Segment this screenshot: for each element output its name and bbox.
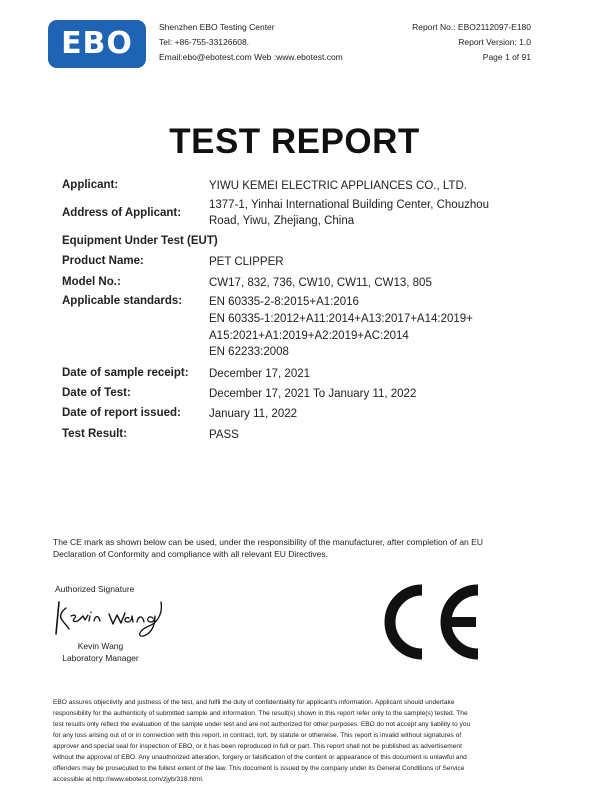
ce-note-line-2: Declaration of Conformity and compliance with all relevant EU Directives. [53,549,328,559]
company-name: Shenzhen EBO Testing Center [159,22,275,32]
disclaimer-line: for any loss arising out of or in connection with this report, in contract, tort, by statute or otherwise. This report is invalid without signatures of [53,732,462,739]
handwritten-signature [53,594,168,640]
address-line-2: Road, Yiwu, Zhejiang, China [209,215,355,227]
disclaimer-line: without the approval of EBO. Any unauthorized alteration, forgery or falsification of the content or appearance of this document is unlawful and [53,754,467,761]
disclaimer-line: offenders may be prosecuted to the fullest extent of the law. This document is issued by the company under its General Conditions of Service [53,765,465,772]
test-date-value: December 17, 2021 To January 11, 2022 [209,388,417,400]
address-label: Address of Applicant: [62,207,182,219]
product-label: Product Name: [62,255,144,267]
page-number: Page 1 of 91 [482,52,531,62]
ebo-logo: EBO [48,20,146,68]
eut-label: Equipment Under Test (EUT) [62,235,218,247]
model-label: Model No.: [62,276,121,288]
issued-value: January 11, 2022 [209,408,298,420]
standard-item: EN 62233:2008 [209,346,289,358]
ce-note-line-1: The CE mark as shown below can be used, under the responsibility of the manufacturer, after completion of an EU [53,537,483,547]
issued-label: Date of report issued: [62,407,181,419]
receipt-value: December 17, 2021 [209,368,311,380]
standard-item: EN 60335-1:2012+A11:2014+A13:2017+A14:2019+ [209,313,473,325]
test-date-label: Date of Test: [62,387,131,399]
header-contact [159,20,343,65]
report-version: Report Version: 1.0 [458,37,531,47]
report-title: TEST REPORT [169,122,420,161]
receipt-label: Date of sample receipt: [62,367,189,379]
signatory-title: Laboratory Manager [62,653,139,663]
authorized-signature-label: Authorized Signature [55,584,135,594]
disclaimer-line: accessible at http://www.ebotest.com/zjyb/318.html. [53,776,204,783]
company-tel: Tel: +86-755-33126608. [159,37,250,47]
report-number: Report No.: EBO2112097-E180 [412,22,531,32]
disclaimer [53,697,538,785]
standard-item: A15:2021+A1:2019+A2:2019+AC:2014 [209,330,409,342]
header-report-info [412,20,531,65]
product-value: PET CLIPPER [209,256,284,268]
disclaimer-line: responsibility for the authenticity of submitted sample and information. The result(s) shown in this report refer only to the sample(s) tested. The [53,710,468,717]
disclaimer-line: approver and special seal for inspection of EBO, or it has been reproduced in full or part. This report shall not be published as advertisement [53,743,462,750]
standards-label: Applicable standards: [62,295,183,307]
result-value: PASS [209,429,239,441]
ce-mark-icon [378,582,488,662]
address-line-1: 1377-1, Yinhai International Building Center, Chouzhou [209,199,490,211]
disclaimer-line: EBO assures objectivity and justness of the test, and fulfil the duty of confidentiality for applicant's information. Applicant should undertake [53,699,455,706]
signatory-name: Kevin Wang [77,641,124,651]
standard-item: EN 60335-2-8:2015+A1:2016 [209,296,359,308]
company-email-web: Email:ebo@ebotest.com Web :www.ebotest.com [159,52,343,62]
model-value: CW17, 832, 736, CW10, CW11, CW13, 805 [209,277,432,289]
signatory [53,640,148,664]
applicant-value: YIWU KEMEI ELECTRIC APPLIANCES CO., LTD. [209,180,467,192]
result-label: Test Result: [62,428,127,440]
ce-note [53,536,533,560]
disclaimer-line: test results only reflect the evaluation of the sample under test and are not authorized for other purposes. EBO do not accept any liability to you [53,721,471,728]
applicant-label: Applicant: [62,179,119,191]
